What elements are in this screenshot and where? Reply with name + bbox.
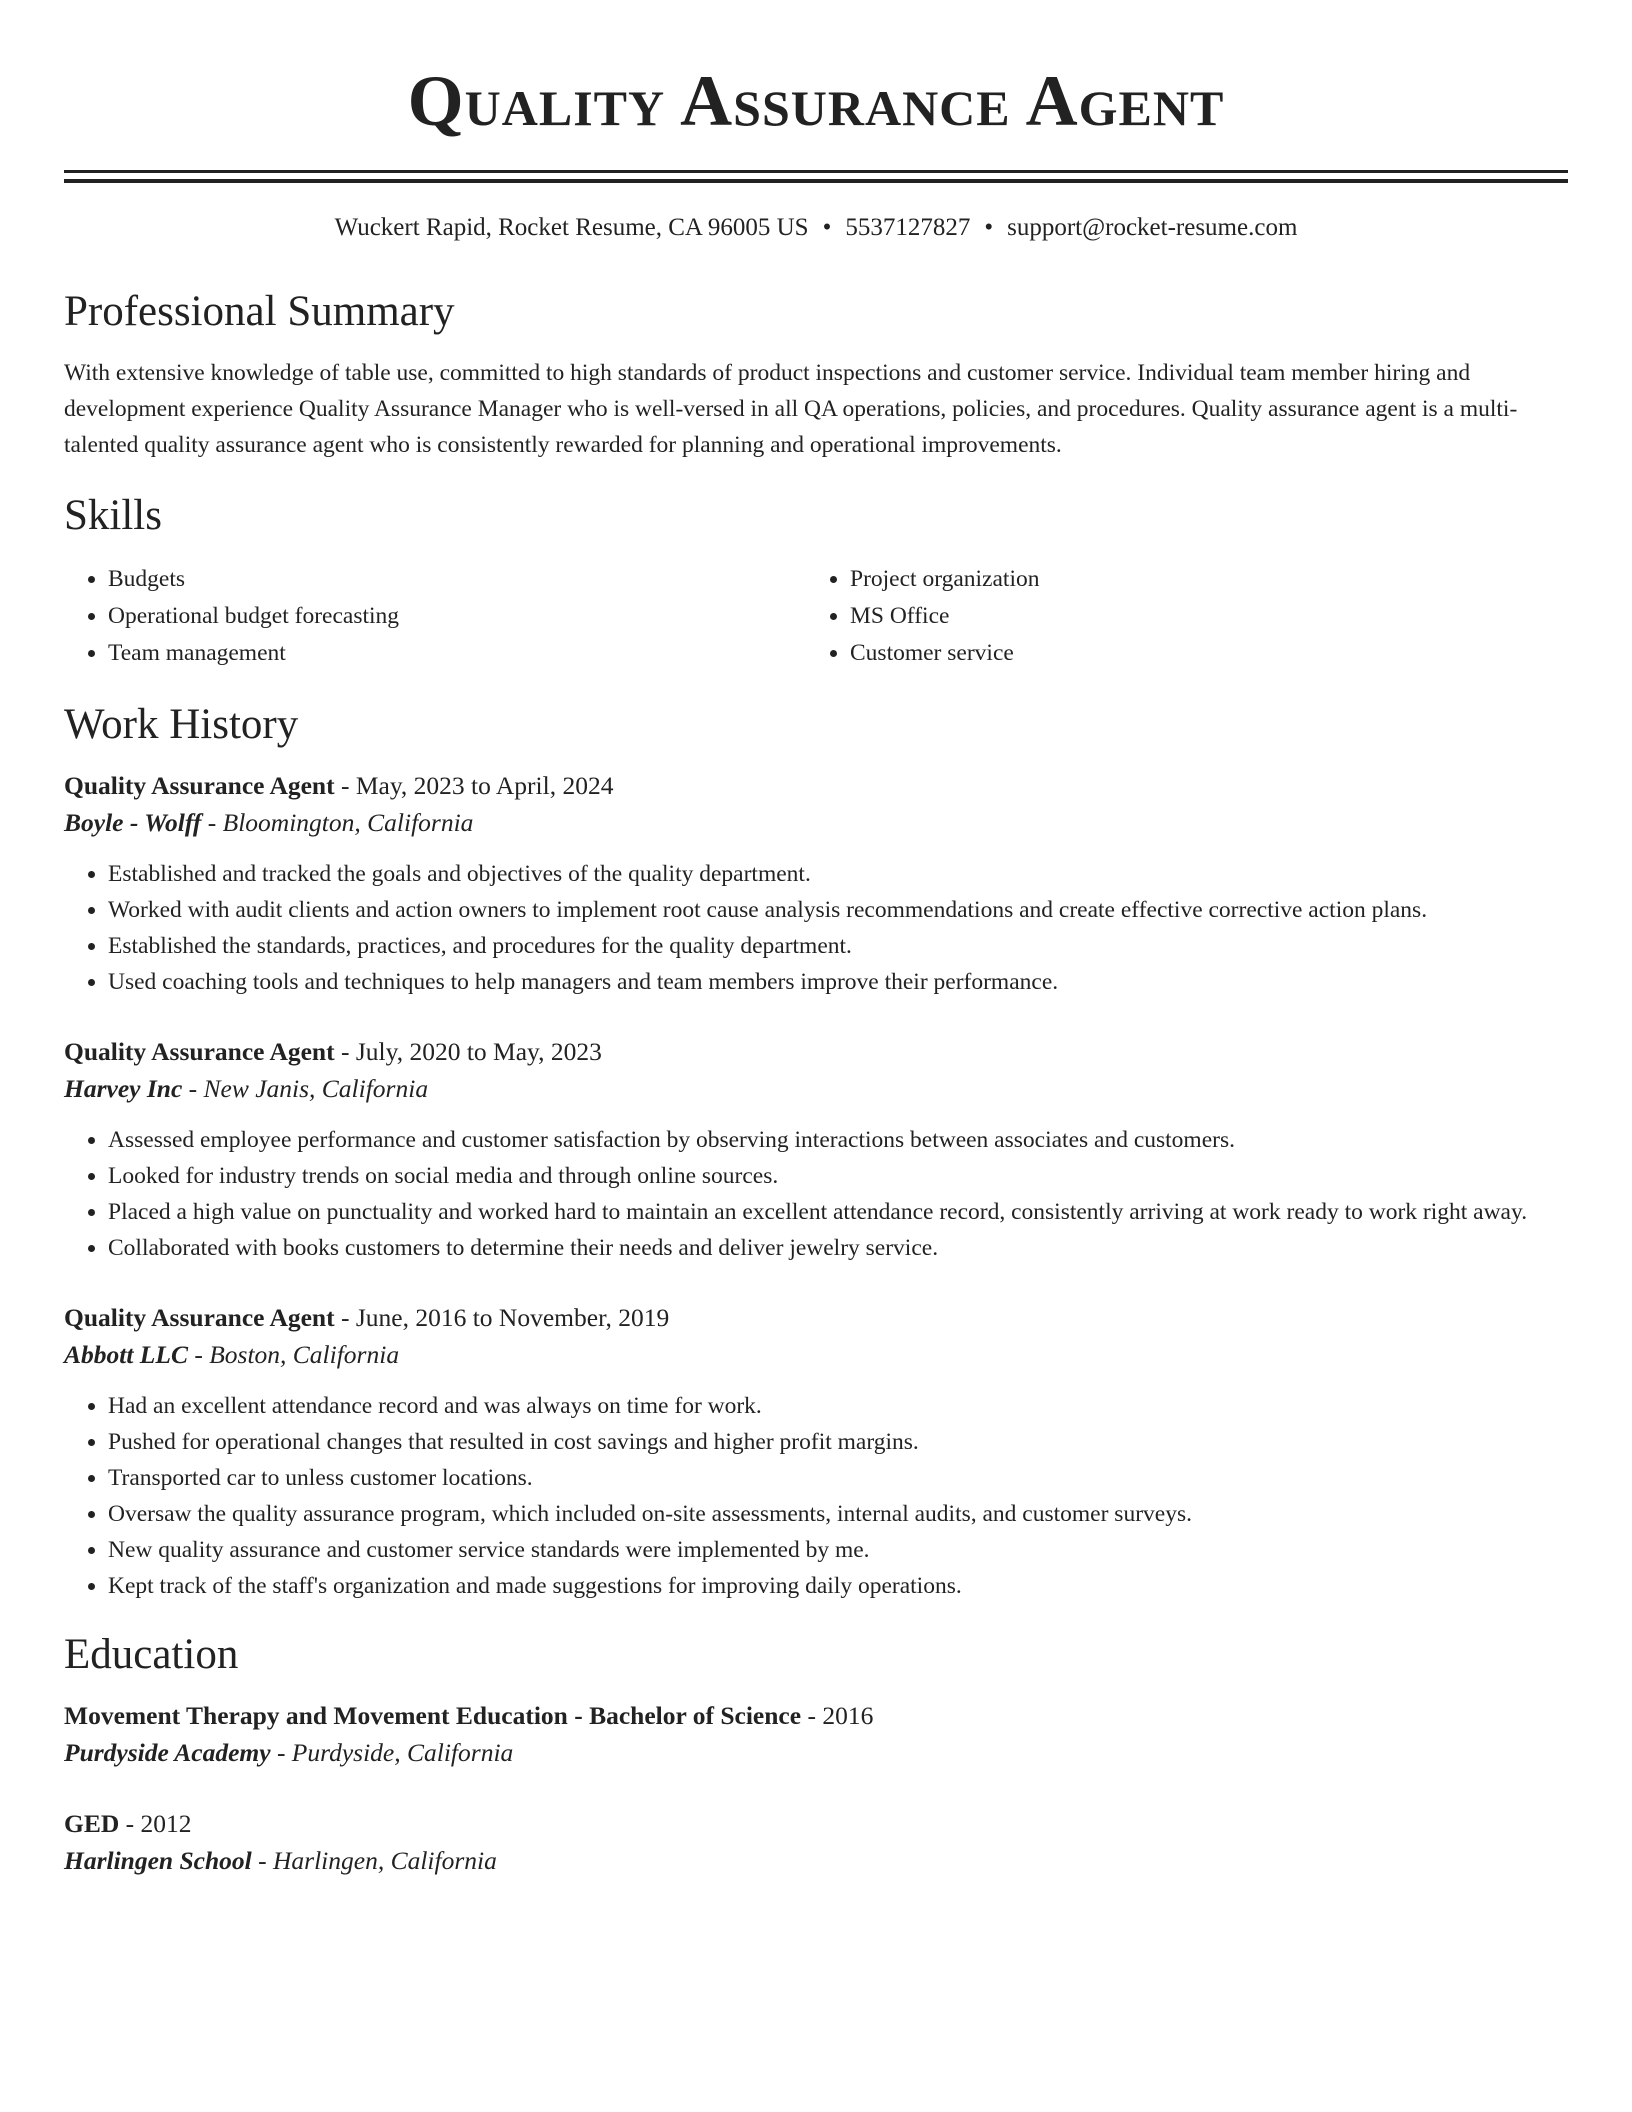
job-bullet: • Established and tracked the goals and objectives of the quality department. bbox=[108, 856, 1568, 892]
contact-email: support@rocket-resume.com bbox=[1007, 214, 1298, 241]
skill-item: • Project organization bbox=[850, 561, 1548, 598]
job-title-line bbox=[64, 768, 1568, 804]
skills-heading: Skills bbox=[64, 492, 162, 539]
contact-separator: • bbox=[822, 214, 832, 241]
education-entry bbox=[64, 1806, 1568, 1880]
job-bullet: • New quality assurance and customer service standards were implemented by me. bbox=[108, 1532, 1568, 1568]
degree-year: - 2012 bbox=[119, 1809, 192, 1838]
skill-item: • Team management bbox=[108, 635, 806, 672]
job-dates: - May, 2023 to April, 2024 bbox=[334, 771, 614, 800]
summary-text: With extensive knowledge of table use, committed to high standards of product inspections and customer service. Individual team member hiring and development experience Quality Assurance Manager who is well-versed in all QA operations, policies, and procedures. Quality assurance agent is a multi-talented quality assurance agent who is consistently rewarded for planning and operational improvements. bbox=[64, 360, 1518, 458]
job-bullet: • Had an excellent attendance record and was always on time for work. bbox=[108, 1388, 1568, 1424]
job-bullet: • Pushed for operational changes that resulted in cost savings and higher profit margins. bbox=[108, 1424, 1568, 1460]
job-bullet: • Kept track of the staff's organization and made suggestions for improving daily operations. bbox=[108, 1568, 1568, 1604]
company-line bbox=[64, 1336, 1568, 1374]
job-bullet: • Collaborated with books customers to determine their needs and deliver jewelry service. bbox=[108, 1230, 1568, 1266]
job-title: Quality Assurance Agent bbox=[64, 1037, 335, 1066]
school-name: Harlingen School bbox=[64, 1846, 252, 1875]
job-bullet: • Worked with audit clients and action owners to implement root cause analysis recommendations and create effective corrective action plans. bbox=[108, 892, 1568, 928]
degree-name: Movement Therapy and Movement Education - Bachelor of Science bbox=[64, 1701, 802, 1730]
job-entry bbox=[64, 768, 1568, 1000]
contact-phone: 5537127827 bbox=[845, 214, 971, 241]
school-name: Purdyside Academy bbox=[64, 1738, 271, 1767]
company-name: Harvey Inc bbox=[64, 1074, 183, 1103]
degree-name: GED bbox=[64, 1809, 120, 1838]
summary-heading: Professional Summary bbox=[64, 288, 455, 335]
company-location: - Boston, California bbox=[187, 1340, 400, 1369]
company-name: Boyle - Wolff bbox=[64, 808, 202, 837]
company-line bbox=[64, 1070, 1568, 1108]
job-entry bbox=[64, 1034, 1568, 1266]
school-line bbox=[64, 1842, 1568, 1880]
contact-line bbox=[64, 211, 1568, 245]
contact-separator: • bbox=[984, 214, 994, 241]
degree-year: - 2016 bbox=[801, 1701, 874, 1730]
contact-address: Wuckert Rapid, Rocket Resume, CA 96005 US bbox=[334, 214, 809, 241]
degree-line bbox=[64, 1698, 1568, 1734]
resume-title: Quality Assurance Agent bbox=[407, 61, 1225, 141]
job-dates: - July, 2020 to May, 2023 bbox=[334, 1037, 602, 1066]
job-bullet: • Oversaw the quality assurance program, which included on-site assessments, internal audits, and customer surveys. bbox=[108, 1496, 1568, 1532]
company-location: - New Janis, California bbox=[182, 1074, 429, 1103]
company-line bbox=[64, 804, 1568, 842]
skill-item: • Operational budget forecasting bbox=[108, 598, 806, 635]
school-location: - Harlingen, California bbox=[251, 1846, 497, 1875]
job-bullets bbox=[64, 856, 1568, 1000]
skills-column-right bbox=[806, 561, 1548, 672]
education-heading: Education bbox=[64, 1631, 239, 1678]
job-title: Quality Assurance Agent bbox=[64, 1303, 335, 1332]
skill-item: • MS Office bbox=[850, 598, 1548, 635]
title-divider bbox=[64, 170, 1568, 183]
company-location: - Bloomington, California bbox=[201, 808, 474, 837]
job-bullets bbox=[64, 1388, 1568, 1604]
job-bullet: • Established the standards, practices, and procedures for the quality department. bbox=[108, 928, 1568, 964]
job-title-line bbox=[64, 1300, 1568, 1336]
job-title: Quality Assurance Agent bbox=[64, 771, 335, 800]
job-bullet: • Looked for industry trends on social media and through online sources. bbox=[108, 1158, 1568, 1194]
job-bullet: • Used coaching tools and techniques to help managers and team members improve their performance. bbox=[108, 964, 1568, 1000]
work-history-heading: Work History bbox=[64, 701, 299, 748]
company-name: Abbott LLC bbox=[64, 1340, 188, 1369]
school-location: - Purdyside, California bbox=[270, 1738, 514, 1767]
job-bullet: • Placed a high value on punctuality and worked hard to maintain an excellent attendance record, consistently arriving at work ready to work right away. bbox=[108, 1194, 1568, 1230]
skills-list bbox=[64, 561, 1568, 672]
education-entry bbox=[64, 1698, 1568, 1772]
job-dates: - June, 2016 to November, 2019 bbox=[334, 1303, 670, 1332]
job-bullet: • Assessed employee performance and customer satisfaction by observing interactions between associates and customers. bbox=[108, 1122, 1568, 1158]
skill-item: • Budgets bbox=[108, 561, 806, 598]
school-line bbox=[64, 1734, 1568, 1772]
job-bullet: • Transported car to unless customer locations. bbox=[108, 1460, 1568, 1496]
job-entry bbox=[64, 1300, 1568, 1604]
skill-item: • Customer service bbox=[850, 635, 1548, 672]
degree-line bbox=[64, 1806, 1568, 1842]
job-title-line bbox=[64, 1034, 1568, 1070]
skills-column-left bbox=[64, 561, 806, 672]
job-bullets bbox=[64, 1122, 1568, 1266]
